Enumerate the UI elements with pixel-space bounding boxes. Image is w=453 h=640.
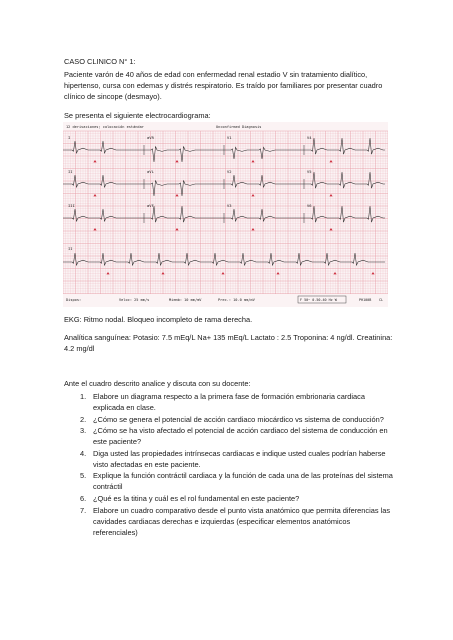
ecg-footer-filter: F 50~ 0.50-40 Hz W — [300, 298, 337, 302]
ecg-footer-dispos: Dispos: — [66, 298, 82, 302]
question-item — [80, 505, 396, 538]
rhythm-lead-label: II — [68, 246, 73, 251]
lead-label: V6 — [307, 203, 312, 208]
lead-label: V4 — [307, 135, 312, 140]
question-item — [80, 391, 396, 413]
lead-label: aVR — [147, 135, 154, 140]
question-text: Explique la función contráctil cardiaca y la función de cada una de las proteínas del sistema contráctil — [93, 471, 393, 492]
question-text: ¿Cómo se ha visto afectado el potencial de acción cardiaco del sistema de conducción en este paciente? — [93, 426, 388, 447]
lead-label: V5 — [307, 169, 312, 174]
question-text: Diga usted las propiedades intrínsecas cardiacas e indique usted cuales podrían haberse visto afectadas en este paciente. — [93, 448, 386, 469]
ekg-result: EKG: Ritmo nodal. Bloqueo incompleto de rama derecha. — [64, 315, 253, 324]
lab-results: Analítica sanguínea: Potasio: 7.5 mEq/L Na+ 135 mEq/L Lactato : 2.5 Troponina: 4 ng/dl. Creatinina: 4.2 mg/dl — [64, 333, 393, 353]
question-text: Elabore un cuadro comparativo desde el punto vista anatómico que permita diferencias las cavidades cardiacas derechas e izquierdas (especificar elementos anatómicos referenciales) — [93, 505, 391, 537]
question-item — [80, 448, 396, 470]
question-number: 4. — [80, 448, 87, 458]
question-number: 7. — [80, 505, 87, 515]
question-number: 5. — [80, 471, 87, 481]
lead-label: II — [68, 169, 73, 174]
lead-label: V3 — [227, 203, 232, 208]
case-title: CASO CLINICO N° 1: — [64, 57, 136, 66]
question-item — [80, 493, 396, 504]
lead-label: aVL — [147, 169, 154, 174]
ecg-header-right: Unconfirmed Diagnosis — [216, 125, 262, 129]
ecg-footer-cl: CL — [379, 298, 384, 302]
question-text: ¿Qué es la titina y cuál es el rol fundamental en este paciente? — [93, 493, 300, 503]
case-intro-paragraph: Paciente varón de 40 años de edad con enfermedad renal estadio V sin tratamiento dialítico, hipertenso, cursa con edemas y distrés respiratorio. Es traído por familiares por presentar cuadro clínico de sincope (desmayo). — [64, 70, 383, 101]
question-number: 3. — [80, 426, 87, 436]
question-number: 6. — [80, 493, 87, 503]
question-list — [80, 391, 396, 538]
ecg-image — [63, 122, 388, 307]
question-number: 1. — [80, 392, 87, 401]
ecg-header-left: 12 derivaciones; colocación estándar — [66, 125, 144, 129]
ecg-footer-code: PH100B — [359, 298, 372, 302]
lead-label: III — [68, 203, 75, 208]
question-number: 2. — [80, 414, 87, 424]
lead-label: aVF — [147, 203, 154, 208]
question-text: Elabore un diagrama respecto a la primera fase de formación embrionaria cardiaca explicada en clase. — [93, 392, 365, 412]
question-text: ¿Cómo se genera el potencial de acción cardiaco miocárdico vs sistema de conducción? — [93, 414, 384, 424]
lead-label: V1 — [227, 135, 232, 140]
question-item — [80, 414, 396, 425]
lead-label: I — [68, 135, 71, 140]
ecg-footer-limb: Miemb: 10 mm/mV — [169, 298, 202, 302]
ecg-footer-speed: Veloc: 25 mm/s — [119, 298, 150, 302]
lead-label: V2 — [227, 169, 232, 174]
question-item — [80, 425, 396, 447]
ecg-lead-in: Se presenta el siguiente electrocardiograma: — [64, 111, 211, 120]
discussion-prompt: Ante el cuadro descrito analice y discuta con su docente: — [64, 379, 251, 388]
ecg-footer-chest: Prec.: 10.0 mm/mV — [218, 298, 255, 302]
question-item — [80, 470, 396, 492]
